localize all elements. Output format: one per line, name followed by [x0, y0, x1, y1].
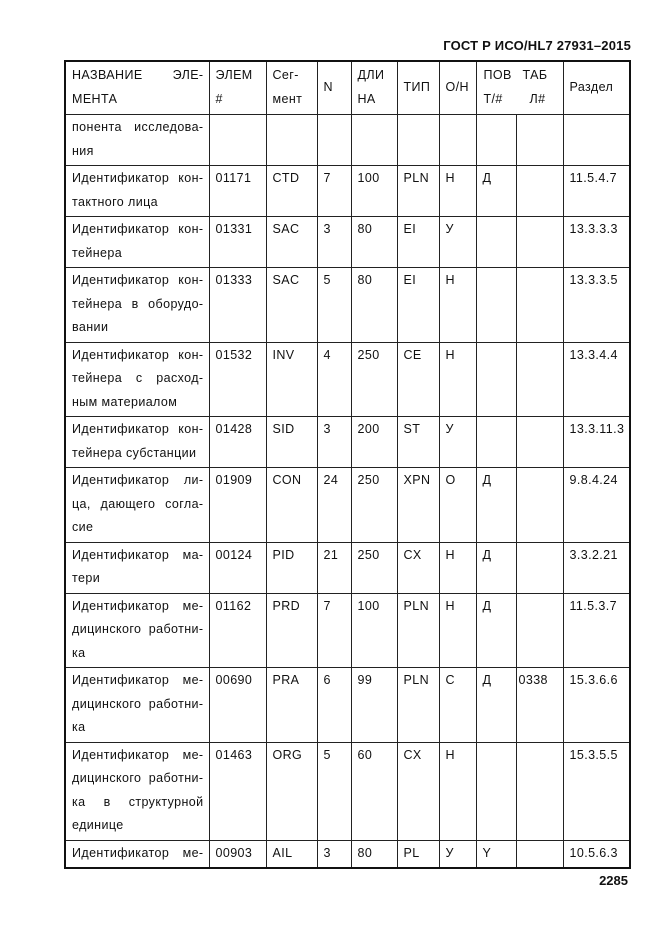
- element-name-line: тери: [72, 571, 101, 585]
- cell-rep: Д: [476, 668, 516, 743]
- header-text: Л#: [529, 91, 546, 106]
- header-text: ТАБ: [522, 68, 548, 82]
- cell-length: 60: [351, 742, 397, 840]
- cell-rep: Д: [476, 468, 516, 543]
- element-name-line: Идентификатор ме-: [72, 747, 204, 762]
- table-row: [65, 840, 630, 868]
- cell-type: EI: [397, 217, 439, 268]
- header-text: мент: [272, 91, 303, 106]
- cell-n: 5: [317, 742, 351, 840]
- header-text: МЕНТА: [72, 91, 118, 106]
- cell-tab: [516, 217, 563, 268]
- element-name-line: вании: [72, 320, 109, 334]
- cell-elem: [209, 115, 266, 166]
- element-name-line: сие: [72, 520, 94, 534]
- header-text: ЭЛЕМ: [215, 68, 253, 82]
- column-header-section: Раздел: [563, 61, 630, 115]
- cell-n: 24: [317, 468, 351, 543]
- cell-element-name: [65, 668, 209, 743]
- element-name-line: Идентификатор кон-: [72, 422, 204, 436]
- cell-on: [439, 115, 476, 166]
- cell-rep: Д: [476, 166, 516, 217]
- cell-tab: [516, 468, 563, 543]
- cell-elem: 01463: [209, 742, 266, 840]
- cell-length: 250: [351, 542, 397, 593]
- data-element-table: [64, 60, 631, 869]
- cell-element-name: [65, 542, 209, 593]
- cell-segment: CON: [266, 468, 317, 543]
- cell-rep: [476, 417, 516, 468]
- element-name-line: дицинского работни-: [72, 696, 204, 711]
- cell-element-name: [65, 417, 209, 468]
- cell-length: 80: [351, 268, 397, 343]
- cell-on: У: [439, 840, 476, 868]
- cell-type: CX: [397, 542, 439, 593]
- cell-element-name: [65, 342, 209, 417]
- table-row: [65, 468, 630, 543]
- cell-section: 11.5.3.7: [563, 593, 630, 668]
- element-name-line: ка: [72, 645, 86, 660]
- cell-element-name: [65, 468, 209, 543]
- cell-elem: 01331: [209, 217, 266, 268]
- cell-type: ST: [397, 417, 439, 468]
- column-header-rep-tab: [476, 61, 563, 115]
- table-row: [65, 668, 630, 743]
- element-name-line: дицинского работни-: [72, 771, 204, 785]
- cell-segment: PRD: [266, 593, 317, 668]
- cell-length: 100: [351, 593, 397, 668]
- cell-segment: CTD: [266, 166, 317, 217]
- cell-n: 5: [317, 268, 351, 343]
- cell-segment: AIL: [266, 840, 317, 868]
- element-name-line: Идентификатор ме-: [72, 598, 204, 613]
- element-name-line: ца, дающего согла-: [72, 496, 204, 511]
- element-name-line: Идентификатор кон-: [72, 171, 204, 185]
- cell-section: 10.5.6.3: [563, 840, 630, 868]
- element-name-line: ния: [72, 143, 94, 158]
- element-name-line: ка в структурной: [72, 794, 204, 809]
- table-header-row: [65, 61, 630, 115]
- header-text: НА: [357, 91, 376, 106]
- cell-segment: SID: [266, 417, 317, 468]
- cell-segment: SAC: [266, 268, 317, 343]
- cell-type: PL: [397, 840, 439, 868]
- column-header-on: О/Н: [439, 61, 476, 115]
- document-header: ГОСТ Р ИСО/HL7 27931–2015: [443, 38, 631, 53]
- cell-rep: Д: [476, 593, 516, 668]
- header-text: ДЛИ: [357, 68, 385, 82]
- cell-elem: 00690: [209, 668, 266, 743]
- cell-rep: Д: [476, 542, 516, 593]
- cell-n: 21: [317, 542, 351, 593]
- cell-element-name: [65, 217, 209, 268]
- header-text: ПОВ: [483, 68, 512, 82]
- element-name-line: ка: [72, 720, 86, 734]
- cell-type: CX: [397, 742, 439, 840]
- cell-on: Н: [439, 166, 476, 217]
- cell-element-name: [65, 742, 209, 840]
- element-name-line: тейнера в оборудо-: [72, 296, 204, 311]
- element-name-line: единице: [72, 818, 124, 832]
- element-name-line: Идентификатор кон-: [72, 347, 204, 362]
- cell-tab: [516, 542, 563, 593]
- cell-segment: SAC: [266, 217, 317, 268]
- header-text: #: [215, 91, 223, 106]
- cell-n: [317, 115, 351, 166]
- cell-type: CE: [397, 342, 439, 417]
- cell-on: Н: [439, 342, 476, 417]
- cell-tab: [516, 166, 563, 217]
- table-row: [65, 593, 630, 668]
- element-name-line: тактного лица: [72, 194, 159, 209]
- element-name-line: тейнера с расход-: [72, 371, 204, 385]
- table-row: [65, 742, 630, 840]
- cell-tab: [516, 593, 563, 668]
- cell-type: PLN: [397, 166, 439, 217]
- cell-section: [563, 115, 630, 166]
- cell-segment: INV: [266, 342, 317, 417]
- cell-length: [351, 115, 397, 166]
- table-row: [65, 542, 630, 593]
- cell-tab: 0338: [516, 668, 563, 743]
- column-header-type: ТИП: [397, 61, 439, 115]
- table-row: [65, 166, 630, 217]
- column-header-elem: [209, 61, 266, 115]
- cell-elem: 01428: [209, 417, 266, 468]
- element-name-line: Идентификатор ме-: [72, 845, 204, 860]
- cell-tab: [516, 742, 563, 840]
- element-name-line: Идентификатор ме-: [72, 673, 204, 687]
- cell-n: 3: [317, 417, 351, 468]
- column-header-name: [65, 61, 209, 115]
- cell-elem: 01909: [209, 468, 266, 543]
- cell-rep: [476, 217, 516, 268]
- cell-rep: [476, 115, 516, 166]
- cell-length: 200: [351, 417, 397, 468]
- cell-section: 13.3.3.3: [563, 217, 630, 268]
- cell-section: 9.8.4.24: [563, 468, 630, 543]
- cell-section: 15.3.5.5: [563, 742, 630, 840]
- cell-length: 80: [351, 217, 397, 268]
- cell-on: О: [439, 468, 476, 543]
- cell-on: Н: [439, 268, 476, 343]
- cell-type: PLN: [397, 593, 439, 668]
- cell-length: 99: [351, 668, 397, 743]
- element-name-line: ным материалом: [72, 394, 178, 409]
- cell-rep: [476, 742, 516, 840]
- element-name-line: тейнера субстанции: [72, 445, 197, 460]
- cell-type: PLN: [397, 668, 439, 743]
- cell-tab: [516, 268, 563, 343]
- element-name-line: тейнера: [72, 245, 123, 260]
- cell-on: У: [439, 217, 476, 268]
- header-text: НАЗВАНИЕ ЭЛЕ-: [72, 68, 204, 82]
- cell-type: XPN: [397, 468, 439, 543]
- element-name-line: Идентификатор ма-: [72, 547, 204, 562]
- cell-tab: [516, 115, 563, 166]
- cell-segment: PID: [266, 542, 317, 593]
- cell-elem: 00124: [209, 542, 266, 593]
- cell-section: 13.3.4.4: [563, 342, 630, 417]
- cell-element-name: [65, 593, 209, 668]
- element-name-line: Идентификатор кон-: [72, 222, 204, 236]
- cell-on: С: [439, 668, 476, 743]
- cell-segment: PRA: [266, 668, 317, 743]
- cell-n: 4: [317, 342, 351, 417]
- column-header-length: [351, 61, 397, 115]
- cell-type: EI: [397, 268, 439, 343]
- cell-element-name: [65, 840, 209, 868]
- header-text: Т/#: [483, 91, 503, 106]
- cell-n: 7: [317, 593, 351, 668]
- cell-section: 13.3.3.5: [563, 268, 630, 343]
- table-row: [65, 115, 630, 166]
- column-header-segment: [266, 61, 317, 115]
- element-name-line: понента исследова-: [72, 120, 204, 134]
- cell-segment: ORG: [266, 742, 317, 840]
- cell-length: 250: [351, 468, 397, 543]
- table-row: [65, 268, 630, 343]
- element-name-line: Идентификатор ли-: [72, 473, 204, 487]
- cell-elem: 01532: [209, 342, 266, 417]
- cell-segment: [266, 115, 317, 166]
- cell-length: 250: [351, 342, 397, 417]
- cell-length: 100: [351, 166, 397, 217]
- cell-elem: 01162: [209, 593, 266, 668]
- cell-elem: 01333: [209, 268, 266, 343]
- cell-section: 13.3.11.3: [563, 417, 630, 468]
- cell-rep: [476, 268, 516, 343]
- cell-n: 6: [317, 668, 351, 743]
- cell-section: 11.5.4.7: [563, 166, 630, 217]
- table-row: [65, 342, 630, 417]
- cell-element-name: [65, 115, 209, 166]
- cell-element-name: [65, 268, 209, 343]
- cell-on: Н: [439, 742, 476, 840]
- element-name-line: Идентификатор кон-: [72, 273, 204, 287]
- cell-elem: 00903: [209, 840, 266, 868]
- cell-length: 80: [351, 840, 397, 868]
- column-header-n: N: [317, 61, 351, 115]
- cell-section: 15.3.6.6: [563, 668, 630, 743]
- cell-tab: [516, 417, 563, 468]
- cell-tab: [516, 840, 563, 868]
- header-text: Сег-: [272, 68, 299, 82]
- cell-n: 3: [317, 840, 351, 868]
- cell-tab: [516, 342, 563, 417]
- page-number: 2285: [599, 873, 628, 888]
- cell-on: У: [439, 417, 476, 468]
- cell-rep: Y: [476, 840, 516, 868]
- cell-n: 7: [317, 166, 351, 217]
- cell-elem: 01171: [209, 166, 266, 217]
- table-row: [65, 417, 630, 468]
- cell-element-name: [65, 166, 209, 217]
- cell-n: 3: [317, 217, 351, 268]
- cell-section: 3.3.2.21: [563, 542, 630, 593]
- cell-rep: [476, 342, 516, 417]
- element-name-line: дицинского работни-: [72, 622, 204, 636]
- table-row: [65, 217, 630, 268]
- cell-on: Н: [439, 593, 476, 668]
- cell-on: Н: [439, 542, 476, 593]
- cell-type: [397, 115, 439, 166]
